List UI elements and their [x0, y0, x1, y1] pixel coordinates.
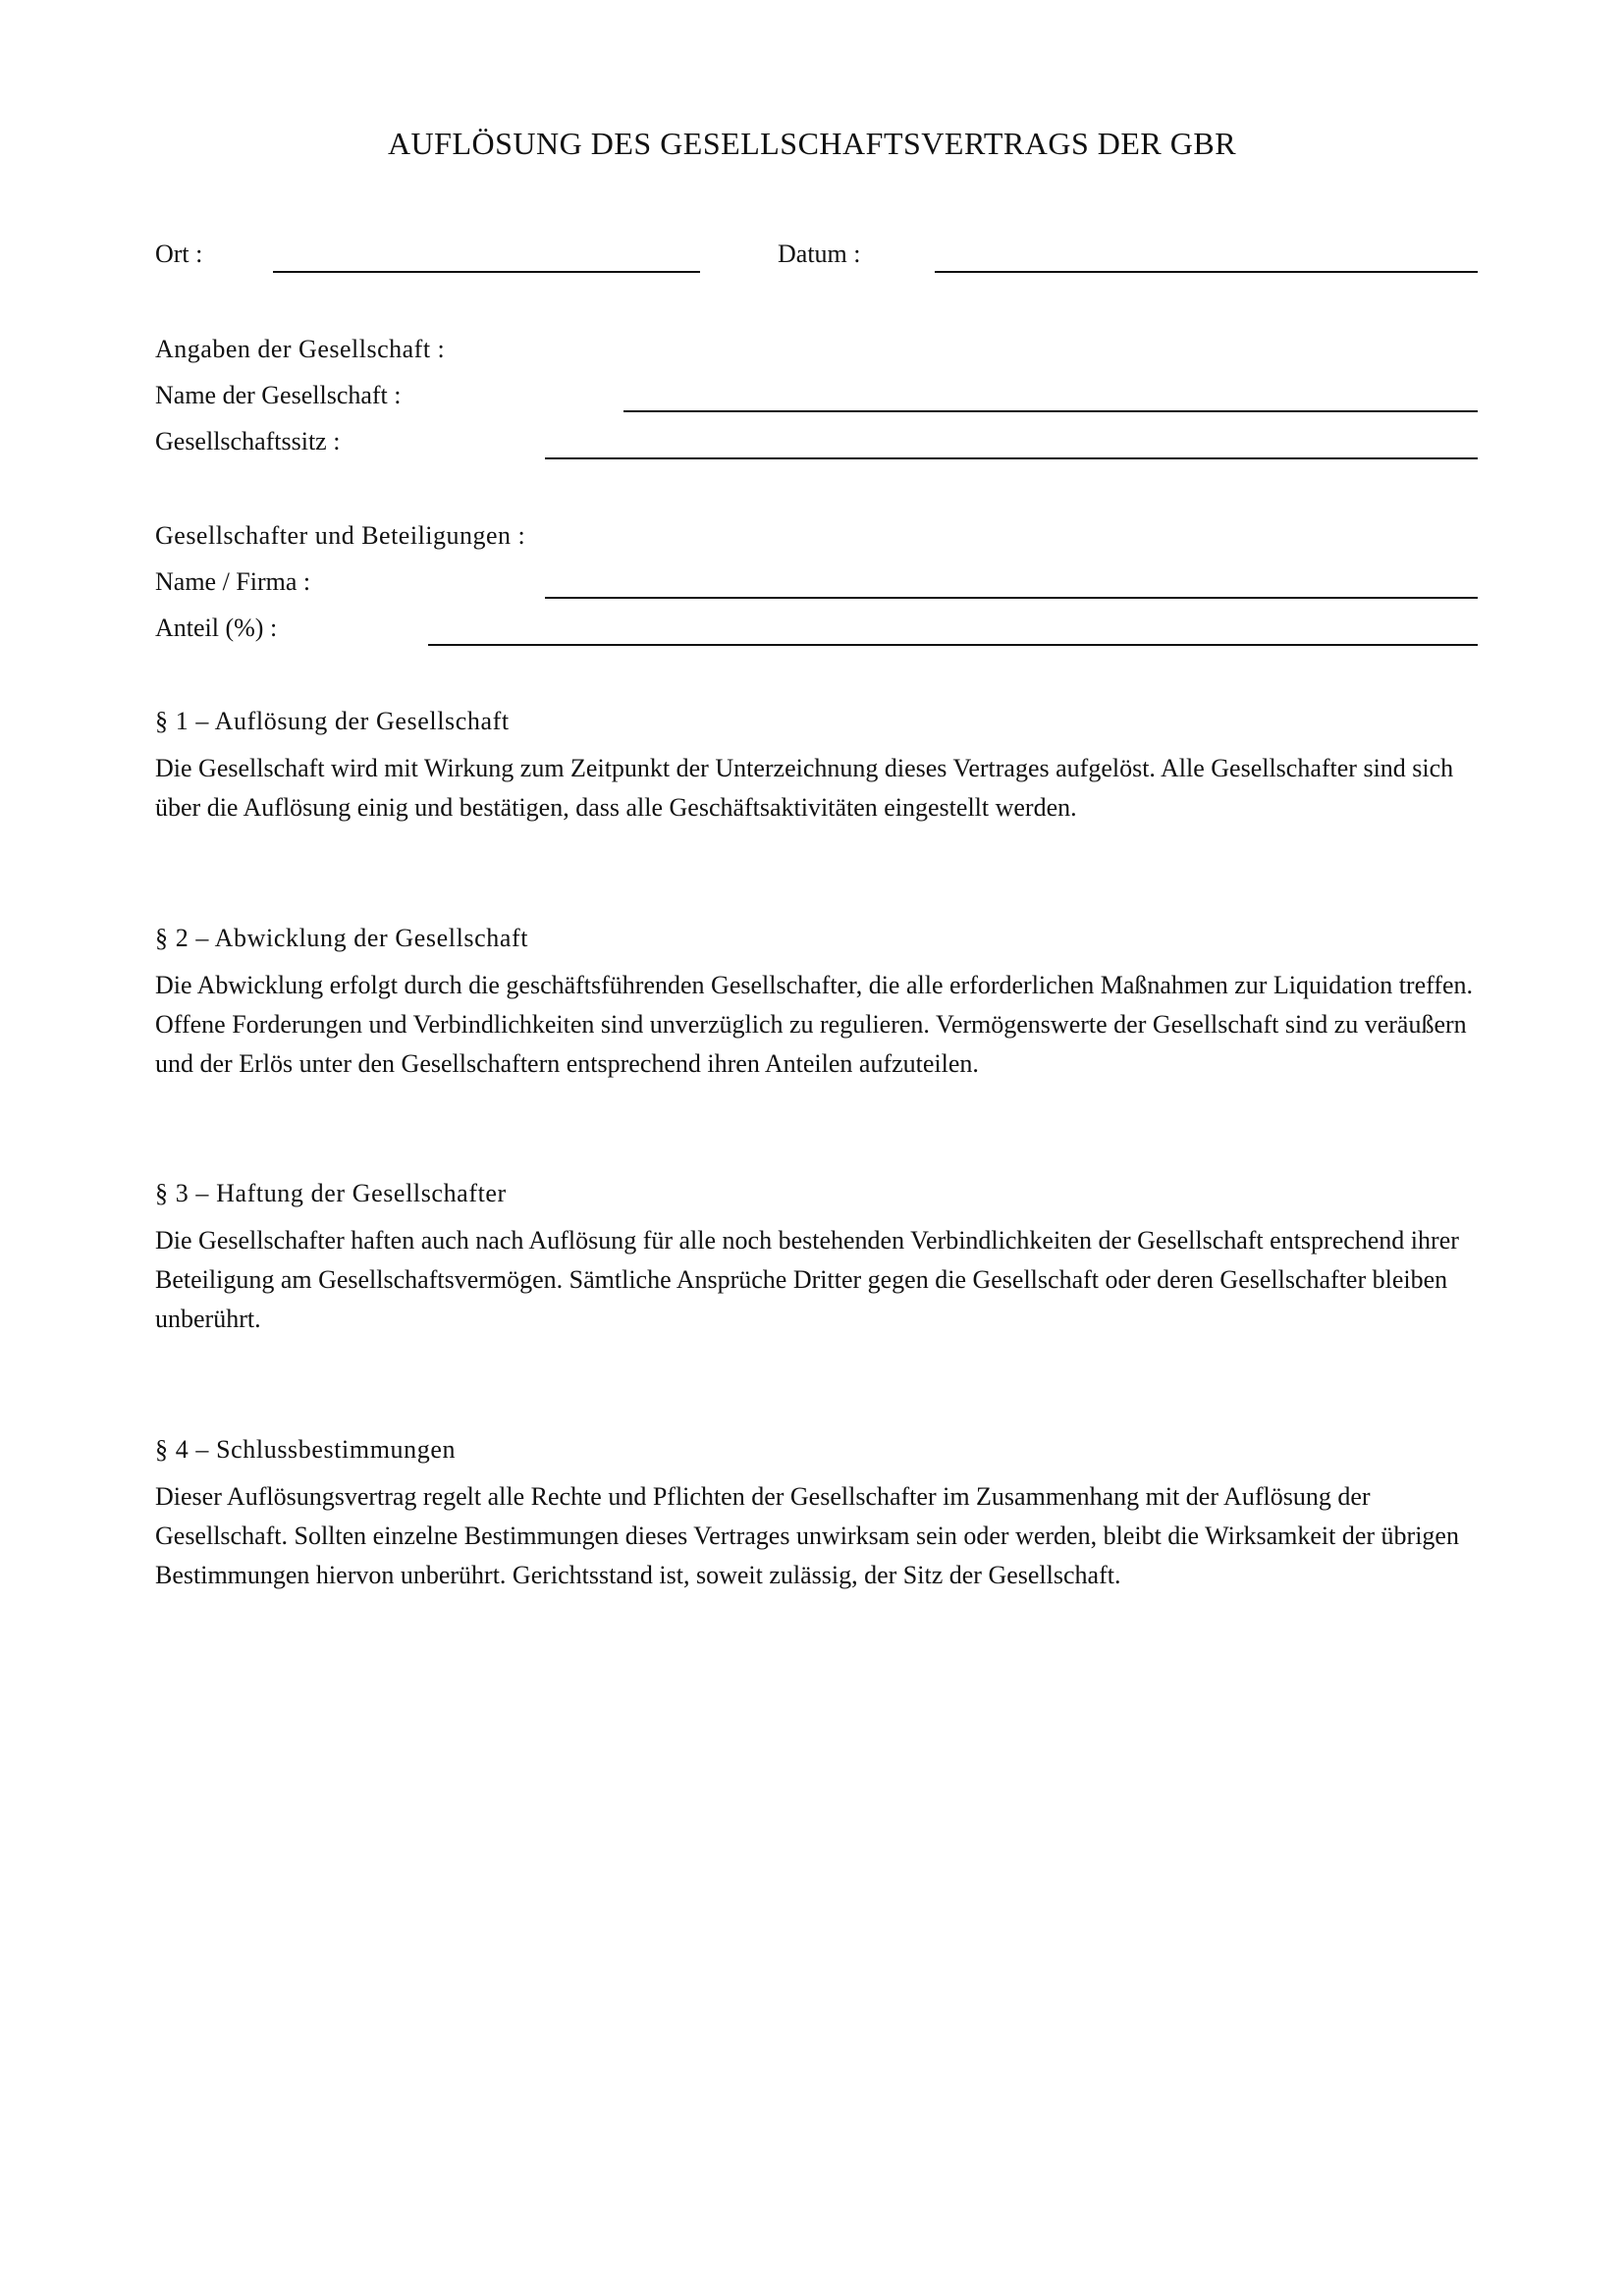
company-name-field-line[interactable]	[623, 410, 1478, 412]
partner-name-label: Name / Firma :	[155, 567, 311, 596]
section-2-text: Die Abwicklung erfolgt durch die geschäftsführenden Gesellschafter, die alle erforderlichen Maßnahmen zur Liquidation treffen. Offene Forderungen und Verbindlichkeiten sind unverzüglich zu regulieren. Vermögenswerte der Gesellschaft sind zu veräußern und der Erlös unter den Gesellschaftern entsprechend ihren Anteilen aufzuteilen.	[155, 971, 1474, 1078]
section-3-text: Die Gesellschafter haften auch nach Auflösung für alle noch bestehenden Verbindlichkeiten der Gesellschaft entsprechend ihrer Beteiligung am Gesellschaftsvermögen. Sämtliche Ansprüche Dritter gegen die Gesellschaft oder deren Gesellschafter bleiben unberührt.	[155, 1226, 1459, 1333]
section-4-text: Dieser Auflösungsvertrag regelt alle Rechte und Pflichten der Gesellschafter im Zusammenhang mit der Auflösung der Gesellschaft. Sollten einzelne Bestimmungen dieses Vertrages unwirksam sein oder werden, bleibt die Wirksamkeit der übrigen Bestimmungen hiervon unberührt. Gerichtsstand ist, soweit zulässig, der Sitz der Gesellschaft.	[155, 1482, 1459, 1589]
section-2-heading: § 2 – Abwicklung der Gesellschaft	[155, 924, 529, 952]
datum-field-line[interactable]	[935, 271, 1478, 273]
partner-name-field-line[interactable]	[545, 597, 1478, 599]
company-seat-label: Gesellschaftssitz :	[155, 427, 341, 455]
partners-section-label: Gesellschafter und Beteiligungen :	[155, 521, 526, 550]
datum-label: Datum :	[778, 240, 861, 268]
ort-field-line[interactable]	[273, 271, 700, 273]
section-1-text: Die Gesellschaft wird mit Wirkung zum Zeitpunkt der Unterzeichnung dieses Vertrages aufgelöst. Alle Gesellschafter sind sich über die Auflösung einig und bestätigen, dass alle Geschäftsaktivitäten eingestellt werden.	[155, 754, 1454, 822]
company-section-label: Angaben der Gesellschaft :	[155, 335, 446, 363]
company-seat-field-line[interactable]	[545, 457, 1478, 459]
company-name-label: Name der Gesellschaft :	[155, 381, 402, 409]
document-title: AUFLÖSUNG DES GESELLSCHAFTSVERTRAGS DER GBR	[387, 126, 1237, 161]
partner-share-label: Anteil (%) :	[155, 614, 278, 642]
section-4-heading: § 4 – Schlussbestimmungen	[155, 1435, 457, 1464]
partner-share-field-line[interactable]	[428, 644, 1478, 646]
ort-label: Ort :	[155, 240, 203, 268]
section-1-heading: § 1 – Auflösung der Gesellschaft	[155, 707, 510, 735]
section-3-heading: § 3 – Haftung der Gesellschafter	[155, 1179, 507, 1207]
